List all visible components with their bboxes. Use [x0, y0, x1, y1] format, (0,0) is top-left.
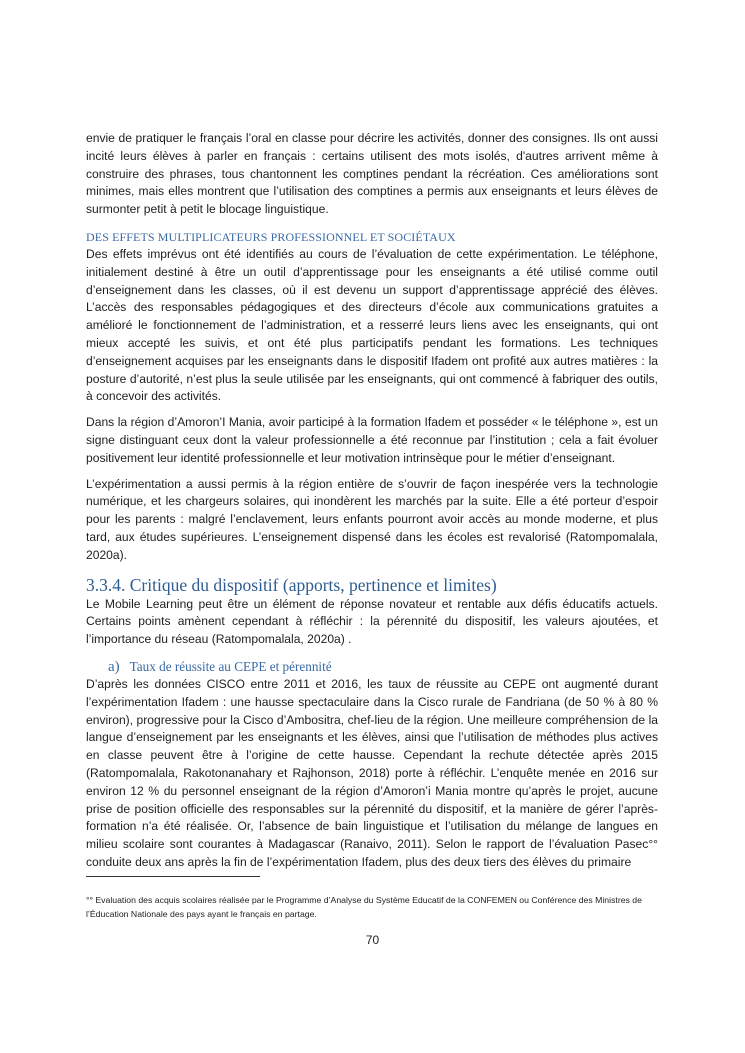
- page-number: 70: [365, 933, 380, 947]
- paragraph-section-intro: Le Mobile Learning peut être un élément de réponse novateur et rentable aux défis éducatifs actuels. Certains points amènent cependant à réfléchir : la pérennité du dispositif, les valeurs ajoutées, et l’importance du réseau (Ratompomalala, 2020a) .: [86, 596, 658, 647]
- subsection-heading-taux-reussite: [86, 658, 658, 676]
- footnote: °° Evaluation des acquis scolaires réalisée par le Programme d’Analyse du Système Educatif de la CONFEMEN ou Conférence des Ministres de l’Éducation Nationale des pays ayant le français en partage.: [86, 895, 642, 919]
- page-body: [86, 130, 658, 872]
- paragraph-intro: envie de pratiquer le français l’oral en classe pour décrire les activités, donner des consignes. Ils ont aussi incité leurs élèves à parler en français : certains utilisent des mots isolés, d'autres arrivent même à construire des phrases, tous chantonnent les comptines pendant la récréation. Ces améliorations sont minimes, mais elles montrent que l’utilisation des comptines a permis aux enseignants et leurs élèves de surmonter petit à petit le blocage linguistique.: [86, 131, 658, 217]
- footnote-separator: [86, 876, 260, 877]
- subsection-letter: a): [108, 658, 120, 675]
- section-heading-critique: 3.3.4. Critique du dispositif (apports, pertinence et limites): [86, 574, 497, 595]
- subsection-title: Taux de réussite au CEPE et pérennité: [129, 658, 332, 674]
- heading-effets-multiplicateurs: DES EFFETS MULTIPLICATEURS PROFESSIONNEL ET SOCIÉTAUX: [86, 229, 456, 244]
- paragraph-effets-2: Dans la région d’Amoron’I Mania, avoir participé à la formation Ifadem et posséder « le téléphone », est un signe distinguant ceux dont la valeur professionnelle a été reconnue par l’institution ; cela a fait évoluer positivement leur identité professionnelle et leur motivation intrinsèque pour le métier d’enseignant.: [86, 415, 658, 465]
- paragraph-effets-3: L’expérimentation a aussi permis à la région entière de s’ouvrir de façon inespérée vers la technologie numérique, et les chargeurs solaires, qui inondèrent les marchés par la suite. Elle a été porteur d’espoir pour les parents : malgré l’enclavement, leurs enfants pourront avoir accès au monde moderne, et plus tard, aux études supérieures. L’enseignement dispensé dans les écoles est revalorisé (Ratompomalala, 2020a).: [86, 476, 658, 562]
- paragraph-taux-reussite: D’après les données CISCO entre 2011 et 2016, les taux de réussite au CEPE ont augmenté durant l’expérimentation Ifadem : une hausse spectaculaire dans la Cisco rurale de Fandriana (de 50 % à 80 % environ), progressive pour la Cisco d’Ambositra, chef-lieu de la région. Une meilleure compréhension de la langue d’enseignement par les enseignants et les élèves, ainsi que l’utilisation de méthodes plus actives en classe peuvent être à l’origine de cette hausse. Cependant la rechute détectée après 2015 (Ratompomalala, Rakotonanahary et Rajhonson, 2018) porte à réfléchir. L’enquête menée en 2016 sur environ 12 % du personnel enseignant de la région d’Amoron’i Mania montre qu’après le projet, aucune prise de position officielle des responsables sur la pérennité du dispositif, et la manière de gérer l’après-formation n’a été réalisée. Or, l’absence de bain linguistique et l’utilisation du mélange de langues en milieu scolaire sont courantes à Madagascar (Ranaivo, 2011). Selon le rapport de l’évaluation Pasec°° conduite deux ans après la fin de l’expérimentation Ifadem, plus des deux tiers des élèves du primaire: [86, 676, 658, 869]
- paragraph-effets-1: Des effets imprévus ont été identifiés au cours de l’évaluation de cette expérimentation. Le téléphone, initialement destiné à être un outil d’apprentissage pour les enseignants a été utilisé comme outil d’enseignement dans les classes, où il est devenu un support d’apprentissage apprécié des élèves. L’accès des responsables pédagogiques et des directeurs d’école aux communications gratuites a amélioré le fonctionnement de l’administration, et a resserré leurs liens avec les enseignants, qui ont mieux accepté les suivis, et ont été plus participatifs pendant les formations. Les techniques d’enseignement acquises par les enseignants dans le dispositif Ifadem ont profité aux autres matières : la posture d’autorité, n’est plus la seule utilisée par les enseignants, qui ont commencé à fabriquer des outils, à concevoir des activités.: [86, 246, 658, 404]
